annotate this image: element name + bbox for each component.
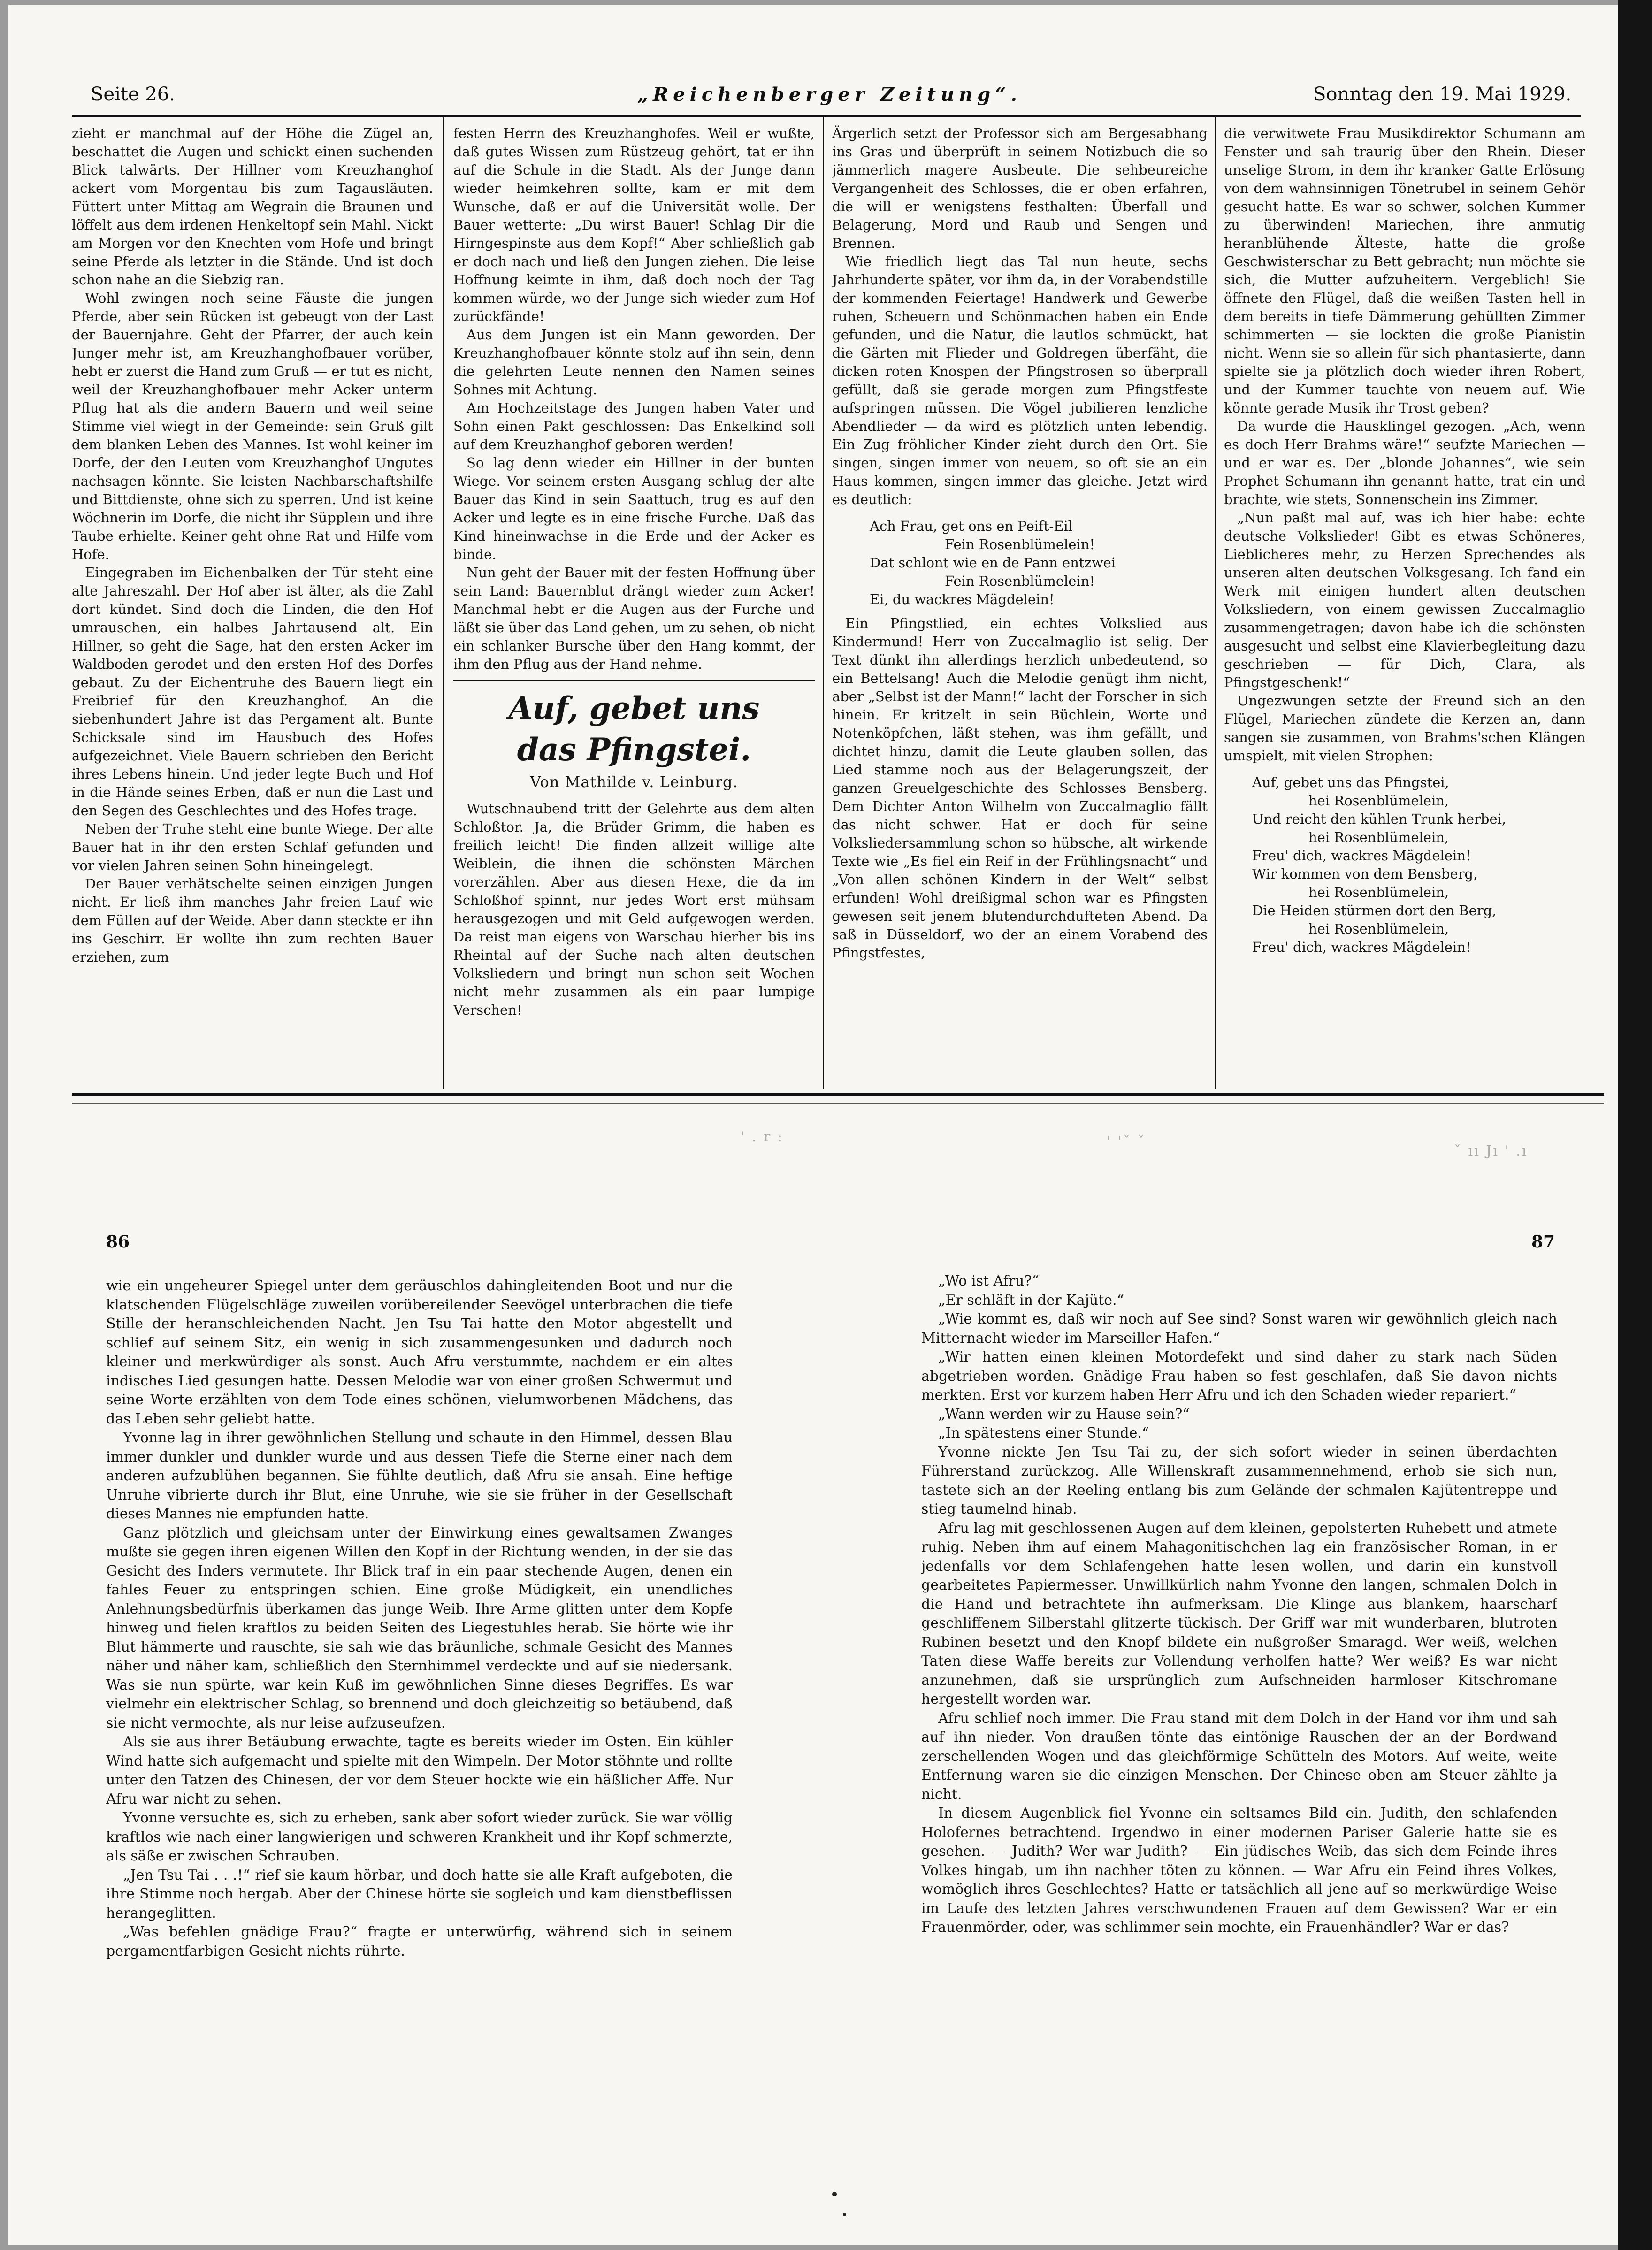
paper-speck [832, 2192, 837, 2196]
song-line: Auf, gebet uns das Pfingstei, [1252, 774, 1449, 790]
paragraph: Wohl zwingen noch seine Fäuste die jungen Pferde, aber sein Rücken ist gebeugt von der Last der Bauernjahre. Geht der Pfarrer, der auch kein Junger mehr ist, am Kreuzhanghofbauer vorüber, hebt er zuerst die Hand zum Gruß — er tut es nicht, weil der Kreuzhanghofbauer mehr Acker unterm Pflug hat als die andern Bauern und weil seine Stimme viel wiegt in der Gemeinde: sein Gruß gilt dem blanken Leben des Mannes. Ist wohl keiner im Dorfe, der den Leuten vom Kreuzhanghof Ungutes nachsagen könnte. Sie leisten Nachbarschaftshilfe und Bittdienste, ohne sich zu sperren. Und ist keine Wöchnerin im Dorfe, die nicht ihr Süpplein und ihre Taube erhielte. Keiner geht ohne Rat und Hilfe vom Hofe. [72, 290, 433, 562]
story-title-line: das Pfingstei. [517, 731, 751, 768]
song-line: Die Heiden stürmen dort den Berg, [1252, 903, 1497, 918]
section-rule-thin [72, 1103, 1604, 1104]
paragraph: Yvonne versuchte es, sich zu erheben, sank aber sofort wieder zurück. Sie war völlig kraftlos wie nach einer langwierigen und schweren Krankheit und ihr Kopf schmerzte, als säße er zwischen Schrauben. [106, 1810, 733, 1864]
song-line: Freu' dich, wackres Mägdelein! [1252, 939, 1471, 955]
column-4 [1224, 124, 1585, 1089]
paragraph: Wutschnaubend tritt der Gelehrte aus dem alten Schloßtor. Ja, die Brüder Grimm, die haben es freilich leicht! Die finden allzeit willige alte Weiblein, die ihnen die schönsten Märchen vorerzählen. Aber aus diesen Hexe, die da im Schloßhof spinnt, nur jedes Wort erst mühsam herausgezogen und mit Geld aufgewogen werden. Da reist man eigens von Warschau hierher bis ins Rheintal auf der Suche nach alten deutschen Volksliedern und bringt nun schon seit Wochen nicht mehr zusammen als ein paar lumpige Verschen! [453, 801, 815, 1018]
paragraph: Der Bauer verhätschelte seinen einzigen Jungen nicht. Er ließ ihm manches Jahr freien Lauf wie dem Füllen auf der Weide. Aber dann steckte er ihn ins Geschirr. Er wollte ihn zum rechten Bauer erziehen, zum [72, 876, 433, 965]
paragraph: Yvonne nickte Jen Tsu Tai zu, der sich sofort wieder in seinen überdachten Führerstand zurückzog. Alle Willenskraft zusammennehmend, erhob sie sich nun, tastete sich an der Reeling entlang bis zum Gelände der schmalen Kajütentreppe und stieg taumelnd hinab. [921, 1444, 1557, 1517]
paragraph: Ungezwungen setzte der Freund sich an den Flügel, Mariechen zündete die Kerzen an, dann sangen sie zusammen, von Brahms'schen Klängen umspielt, mit vielen Strophen: [1224, 693, 1585, 764]
paragraph: So lag denn wieder ein Hillner in der bunten Wiege. Vor seinem ersten Ausgang schlug der alte Bauer das Kind in sein Saattuch, trug es auf den Acker und legte es in eine frische Furche. Daß das Kind hineinwachse in die Erde und der Acker es binde. [453, 455, 815, 562]
song-line: Fein Rosenblümelein! [944, 573, 1095, 589]
paragraph: „In spätestens einer Stunde.“ [938, 1425, 1149, 1441]
bleed-through: ' . r : [741, 1129, 784, 1145]
song-line: Fein Rosenblümelein! [944, 536, 1095, 552]
song-line: hei Rosenblümelein, [1308, 884, 1449, 900]
song [1224, 773, 1585, 957]
song-line: Ei, du wackres Mägdelein! [870, 591, 1055, 607]
paragraph: „Wie kommt es, daß wir noch auf See sind? Sonst waren wir gewöhnlich gleich nach Mitternacht wieder im Marseiller Hafen.“ [921, 1311, 1557, 1347]
song-line: Und reicht den kühlen Trunk herbei, [1252, 811, 1507, 827]
story-title-line: Auf, gebet uns [508, 690, 760, 727]
column-1 [72, 124, 433, 1089]
column-separator [1215, 117, 1216, 1089]
song-line: hei Rosenblümelein, [1308, 829, 1449, 845]
paragraph: Nun geht der Bauer mit der festen Hoffnung über sein Land: Bauernblut drängt wieder zum Acker! Manchmal hebt er die Augen aus der Furche und läßt sie über das Land gehen, um zu sehen, ob nicht ein schlanker Bursche über den Hang kommt, der ihm den Pflug aus der Hand nehme. [453, 565, 815, 672]
paragraph: „Was befehlen gnädige Frau?“ fragte er unterwürfig, während sich in seinem pergamentfarbigen Gesicht nichts rührte. [106, 1924, 733, 1959]
paragraph: Ärgerlich setzt der Professor sich am Bergesabhang ins Gras und überprüft in seinem Notizbuch die so jämmerlich magere Ausbeute. Die sehbeureiche Vergangenheit des Schlosses, die er oben erfahren, die will er wenigstens festhalten: Überfall und Belagerung, Mord und Raub und Sengen und Brennen. [832, 125, 1208, 251]
scan-edge [1618, 0, 1652, 2250]
story-byline: Von Mathilde v. Leinburg. [530, 773, 738, 791]
paragraph: Neben der Truhe steht eine bunte Wiege. Der alte Bauer hat in ihr den ersten Schlaf gefunden und vor vielen Jahren seinen Sohn hineingelegt. [72, 821, 433, 873]
paragraph: Afru lag mit geschlossenen Augen auf dem kleinen, gepolsterten Ruhebett und atmete ruhig. Neben ihm auf einem Mahagonitischchen lag ein französischer Roman, in er jedenfalls vor dem Schlafengehen hatte lesen wollen, und darin ein kunstvoll gearbeitetes Papiermesser. Unwillkürlich nahm Yvonne den langen, schmalen Dolch in die Hand und betrachtete ihn aufmerksam. Die Klinge aus blankem, haarscharf geschliffenem Silberstahl glitzerte tückisch. Der Griff war mit wunderbaren, blutroten Rubinen besetzt und den Knopf bildete ein nußgroßer Smaragd. Wer weiß, welchen Taten diese Waffe bereits zur Vollendung verholfen hatte? Wer weiß? Es war nicht anzunehmen, daß sie ursprünglich zum Aufschneiden harmloser Kitschromane hergestellt worden war. [921, 1520, 1557, 1707]
bleed-through: ˇ ıı Jı ' .ı [1454, 1143, 1528, 1159]
column-2 [453, 124, 815, 1089]
paragraph: „Nun paßt mal auf, was ich hier habe: echte deutsche Volkslieder! Gibt es etwas Schöneres, Lieblicheres mehr, zu Herzen Sprechendes als unseren alten deutschen Volksgesang. Ich fand ein Werk mit einigen hundert alten deutschen Volksliedern, von einem gewissen Zuccalmaglio zusammengetragen; davon habe ich die schönsten ausgesucht und selbst eine Klavierbegleitung dazu geschrieben — für Dich, Clara, als Pfingstgeschenk!“ [1224, 510, 1585, 690]
paragraph: Afru schlief noch immer. Die Frau stand mit dem Dolch in der Hand vor ihm und sah auf ihn nieder. Von draußen tönte das eintönige Rauschen der an der Bordwand zerschellenden Wogen und das gleichförmige Schütteln des Motors. Auf weite, weite Entfernung waren sie die einzigen Menschen. Der Chinese oben am Steuer zählte ja nicht. [921, 1710, 1557, 1803]
song-line: Ach Frau, get ons en Peift-Eil [870, 518, 1072, 534]
column-separator [823, 117, 824, 1089]
book-page-left [106, 1277, 733, 2159]
page-number-right: 87 [1531, 1232, 1555, 1252]
paragraph: Aus dem Jungen ist ein Mann geworden. Der Kreuzhanghofbauer könnte stolz auf ihn sein, denn die gelehrten Leute nennen den Namen seines Sohnes mit Achtung. [453, 327, 815, 398]
page-number-left: 86 [106, 1232, 130, 1252]
paragraph: zieht er manchmal auf der Höhe die Zügel an, beschattet die Augen und schickt einen suchenden Blick talwärts. Der Hillner vom Kreuzhanghof ackert vom Morgentau bis zum Tagausläuten. Füttert unter Mittag am Wegrain die Braunen und löffelt aus dem irdenen Henkeltopf sein Mahl. Nickt am Morgen vor den Knechten vom Hofe und bringt seine Pferde als letzter in die Stände. Und ist doch schon nahe an die Siebzig ran. [72, 125, 433, 288]
bleed-through: ' 'ˇ ˇ [1107, 1133, 1146, 1150]
song-line: hei Rosenblümelein, [1308, 921, 1449, 937]
paragraph: „Wo ist Afru?“ [938, 1273, 1039, 1289]
newspaper-page [8, 5, 1637, 2245]
paragraph: Ganz plötzlich und gleichsam unter der Einwirkung eines gewaltsamen Zwanges mußte sie gegen ihren eigenen Willen den Kopf in der Richtung wenden, in der sie das Gesicht des Inders vermutete. Ihr Blick traf in ein paar stechende Augen, denen ein fahles Feuer zu entspringen schien. Eine große Müdigkeit, ein unendliches Anlehnungsbedürfnis überkamen das junge Weib. Ihre Arme glitten unter dem Kopfe hinweg und fielen kraftlos zu beiden Seiten des Liegestuhles herab. Sie hörte wie ihr Blut hämmerte und rauschte, sie sah wie das bräunliche, schmale Gesicht des Mannes näher und näher kam, schließlich den Sternhimmel verdeckte und auf sie niedersank. Was sie nun spürte, war kein Kuß im gewöhnlichen Sinne dieses Begriffes. Es war vielmehr ein elektrischer Schlag, so brennend und doch gleichzeitig so betäubend, daß sie nicht vermochte, als nur leise aufzuseufzen. [106, 1524, 733, 1731]
paragraph: Da wurde die Hausklingel gezogen. „Ach, wenn es doch Herr Brahms wäre!“ seufzte Mariechen — und er war es. Der „blonde Johannes“, wie sein Prophet Schumann ihn genannt hatte, trat ein und brachte, wie stets, Sonnenschein ins Zimmer. [1224, 418, 1585, 507]
song-line: Wir kommen von dem Bensberg, [1252, 866, 1478, 882]
header-rule [72, 115, 1581, 117]
paragraph: „Jen Tsu Tai . . .!“ rief sie kaum hörbar, und doch hatte sie alle Kraft aufgeboten, die ihre Stimme noch hergab. Aber der Chinese hörte sie sogleich und kam dienstbeflissen herangeglitten. [106, 1867, 733, 1921]
paragraph: In diesem Augenblick fiel Yvonne ein seltsames Bild ein. Judith, den schlafenden Holofernes betrachtend. Irgendwo in einer modernen Pariser Galerie hatte sie es gesehen. — Judith? Wer war Judith? — Ein jüdisches Weib, das sich dem Feinde ihres Volkes hingab, um ihn nachher töten zu können. — War Afru ein Feind ihres Volkes, womöglich ihres Geschlechtes? Hatte er tatsächlich all jene auf so merkwürdige Weise im Laufe des letzten Jahres verschwundenen Frauen auf dem Gewissen? War er ein Frauenmörder, oder, was schlimmer sein mochte, ein Frauenhändler? War er das? [921, 1805, 1557, 1936]
paragraph: Als sie aus ihrer Betäubung erwachte, tagte es bereits wieder im Osten. Ein kühler Wind hatte sich aufgemacht und spielte mit den Wimpeln. Der Motor stöhnte und rollte unter den Tatzen des Chinesen, der vor dem Steuer hockte wie ein häßlicher Affe. Nur Afru war nicht zu sehen. [106, 1734, 733, 1807]
paragraph: festen Herrn des Kreuzhanghofes. Weil er wußte, daß gutes Wissen zum Rüstzeug gehört, tat er ihn auf die Schule in die Stadt. Als der Junge dann wieder heimkehren sollte, kam er mit dem Wunsche, daß er auf die Universität wolle. Der Bauer wetterte: „Du wirst Bauer! Schlag Dir die Hirngespinste aus dem Kopf!“ Aber schließlich gab er doch nach und ließ den Jungen ziehen. Die leise Hoffnung keimte in ihm, daß doch noch der Tag kommen würde, wo der Junge sich wieder zum Hof zurückfände! [453, 125, 815, 324]
date-line: Sonntag den 19. Mai 1929. [1313, 84, 1572, 105]
page-label: Seite 26. [91, 84, 175, 105]
paragraph: Wie friedlich liegt das Tal nun heute, sechs Jahrhunderte später, vor ihm da, in der Vorabendstille der kommenden Feiertage! Handwerk und Gewerbe ruhen, Scheuern und Schönmachen haben ein Ende gefunden, und die Natur, die lautlos schmückt, hat die Gärten mit Flieder und Goldregen überfäht, die dicken roten Knospen der Pfingstrosen so überprall gefüllt, daß sie gerade morgen zum Pfingstfeste aufspringen müssen. Die Vögel jubilieren lenzliche Abendlieder — da wird es plötzlich unten lebendig. Ein Zug fröhlicher Kinder zieht durch den Ort. Sie singen, singen immer von neuem, so oft sie an ein Haus kommen, singen immer das gleiche. Jetzt wird es deutlich: [832, 253, 1208, 507]
paper-speck [843, 2213, 846, 2216]
paragraph: Am Hochzeitstage des Jungen haben Vater und Sohn einen Pakt geschlossen: Das Enkelkind soll auf dem Kreuzhanghof geboren werden! [453, 400, 815, 452]
paragraph: wie ein ungeheurer Spiegel unter dem geräuschlos dahingleitenden Boot und nur die klatschenden Flügelschläge zuweilen vorübereilender Seevögel unterbrachen die tiefe Stille der heranschleichenden Nacht. Jen Tsu Tai hatte den Motor abgestellt und schlief auf seinem Sitz, ein wenig in sich zusammengesunken und dadurch noch kleiner und merkwürdiger als sonst. Auch Afru verstummte, nachdem er ein altes indisches Lied gesungen hatte. Dessen Melodie war von einer großen Schwermut und seine Worte erzählten von dem Tode eines schönen, vielumworbenen Mädchens, das das Leben sehr geliebt hatte. [106, 1278, 733, 1427]
paragraph: Eingegraben im Eichenbalken der Tür steht eine alte Jahreszahl. Der Hof aber ist älter, als die Zahl dort kündet. Sind doch die Linden, die den Hof umrauschen, ein halbes Jahrtausend alt. Ein Hillner, so geht die Sage, hat den ersten Acker im Waldboden gerodet und den ersten Hof des Dorfes gebaut. Zu der Eichentruhe des Bauern liegt ein Freibrief für den Kreuzhanghof. An die siebenhundert Jahre ist das Pergament alt. Bunte Schicksale sind im Hausbuch des Hofes aufgezeichnet. Viele Bauern schrieben den Bericht ihres Lebens hinein. Und jeder legte Buch und Hof in die Hände seines Erben, daß er nun die Last und den Segen des Geschlechtes und des Hofes trage. [72, 565, 433, 819]
column-separator [443, 117, 444, 1089]
section-rule [72, 1093, 1604, 1096]
song-line: Freu' dich, wackres Mägdelein! [1252, 848, 1471, 864]
paragraph: „Wir hatten einen kleinen Motordefekt und sind daher zu stark nach Süden abgetrieben worden. Gnädige Frau haben so fest geschlafen, daß Sie davon nichts merkten. Erst vor kurzem haben Herr Afru und ich den Schaden wieder repariert.“ [921, 1349, 1557, 1403]
story-title [453, 688, 815, 770]
masthead: „Reichenberger Zeitung“. [637, 84, 1022, 106]
paragraph: die verwitwete Frau Musikdirektor Schumann am Fenster und sah traurig über den Rhein. Dieser unselige Strom, in dem ihr kranker Gatte Erlösung von dem wahnsinnigen Tönetrubel in seinem Gehör gesucht hatte. Es war so schwer, solchen Kummer zu überwinden! Mariechen, ihre anmutig heranblühende Älteste, hatte die große Geschwisterschar zu Bett gebracht; nun möchte sie sich, die Mutter aufzuheitern. Vergeblich! Sie öffnete den Flügel, daß die weißen Tasten hell in dem bereits in tiefe Dämmerung gehüllten Zimmer schimmerten — sie lockten die große Pianistin nicht. Wenn sie so allein für sich phantasierte, dann spielte sie ja plötzlich doch wieder ihren Robert, und der Kummer tauchte von neuem auf. Wie könnte gerade Musik ihr Trost geben? [1224, 125, 1585, 416]
song-line: hei Rosenblümelein, [1308, 793, 1449, 809]
song-line: Dat schlont wie en de Pann entzwei [870, 555, 1116, 571]
book-page-right [921, 1272, 1557, 2164]
column-3 [832, 124, 1208, 1089]
paragraph: Yvonne lag in ihrer gewöhnlichen Stellung und schaute in den Himmel, dessen Blau immer dunkler und dunkler wurde und aus dessen Tiefe die Sterne einer nach dem anderen aufzublühen begannen. Sie fühlte deutlich, daß Afru sie ansah. Eine heftige Unruhe vibrierte durch ihr Blut, eine Unruhe, wie sie sie früher in der Gesellschaft dieses Mannes nie empfunden hatte. [106, 1430, 733, 1522]
paragraph: „Wann werden wir zu Hause sein?“ [938, 1406, 1190, 1423]
paragraph: „Er schläft in der Kajüte.“ [938, 1292, 1124, 1309]
story-divider [453, 680, 815, 681]
paragraph: Ein Pfingstlied, ein echtes Volkslied aus Kindermund! Herr von Zuccalmaglio ist selig. Der Text dünkt ihn allerdings herzlich unbedeutend, so ein Bettelsang! Auch die Melodie genügt ihm nicht, aber „Selbst ist der Mann!“ lacht der Forscher in sich hinein. Er kritzelt in sein Büchlein, Worte und Notenköpfchen, läßt stehen, was ihm gefällt, und dichtet hinzu, damit die Leute glauben sollen, das Lied stamme noch aus der Belagerungszeit, der ganzen Greuelgeschichte des Schlosses Bensberg. Dem Dichter Anton Wilhelm von Zuccalmaglio fällt das nicht schwer. Hat er doch für seine Volksliedersammlung schon so hübsche, alt wirkende Texte wie „Es fiel ein Reif in der Frühlingsnacht“ und „Von allen schönen Kindern in der Welt“ selbst erfunden! Wohl dreißigmal schon war es Pfingsten gewesen seit jenem blutendurchdufteten Abend. Da saß in Düsseldorf, wo der an einem Vorabend des Pfingstfestes, [832, 615, 1208, 961]
